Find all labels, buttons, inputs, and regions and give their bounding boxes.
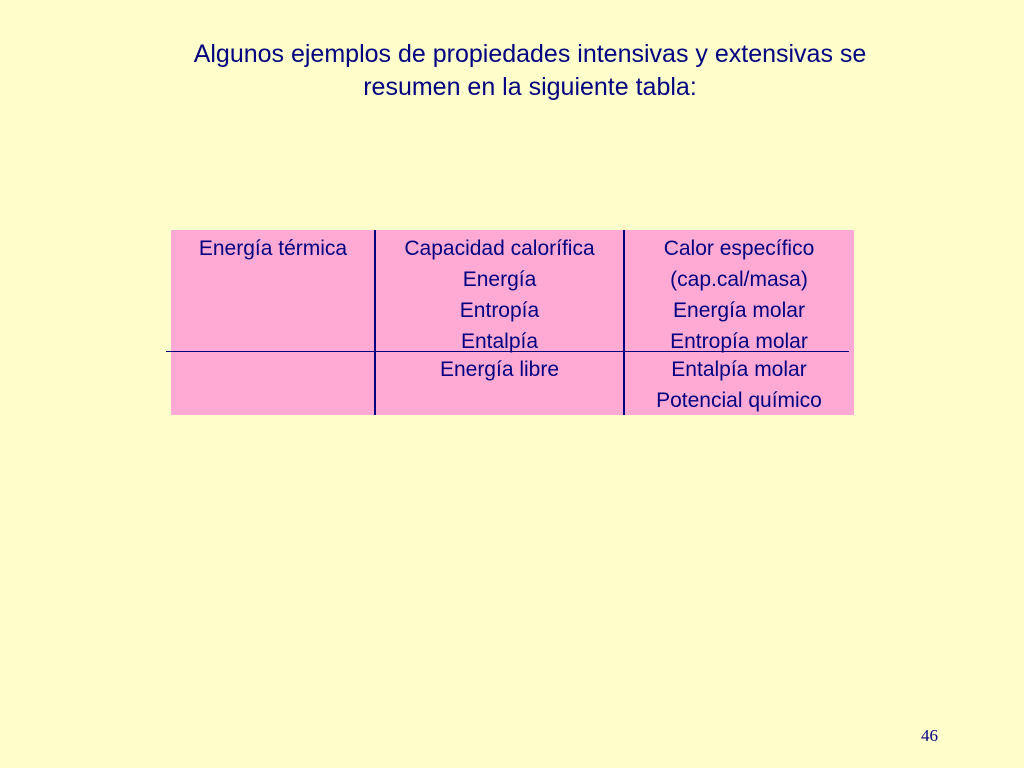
title-line-2: resumen en la siguiente tabla: bbox=[363, 73, 697, 101]
table-cell: Energía térmica bbox=[198, 237, 348, 260]
table-cell: Calor específico bbox=[663, 237, 815, 260]
table-cell: (cap.cal/masa) bbox=[670, 268, 808, 291]
table-cell: Capacidad calorífica bbox=[404, 237, 595, 260]
table-cell: Energía bbox=[462, 268, 537, 291]
properties-table bbox=[171, 230, 854, 415]
table-cell: Potencial químico bbox=[656, 389, 822, 412]
table-cell: Energía libre bbox=[439, 358, 560, 381]
table-column-3-top bbox=[624, 233, 854, 357]
slide-title bbox=[120, 38, 940, 104]
table-column-2-bottom bbox=[375, 354, 624, 385]
page-number: 46 bbox=[921, 726, 938, 745]
title-line-1: Algunos ejemplos de propiedades intensivas y extensivas se bbox=[193, 40, 867, 68]
table-cell: Energía molar bbox=[673, 299, 805, 322]
table-cell: Entropía bbox=[459, 299, 540, 322]
table-column-3-bottom bbox=[624, 354, 854, 416]
table-column-1 bbox=[171, 233, 375, 264]
table-column-2-top bbox=[375, 233, 624, 357]
table-cell: Entalpía bbox=[460, 330, 539, 353]
table-cell: Entalpía molar bbox=[671, 358, 807, 381]
table-cell: Entropía molar bbox=[670, 330, 808, 353]
